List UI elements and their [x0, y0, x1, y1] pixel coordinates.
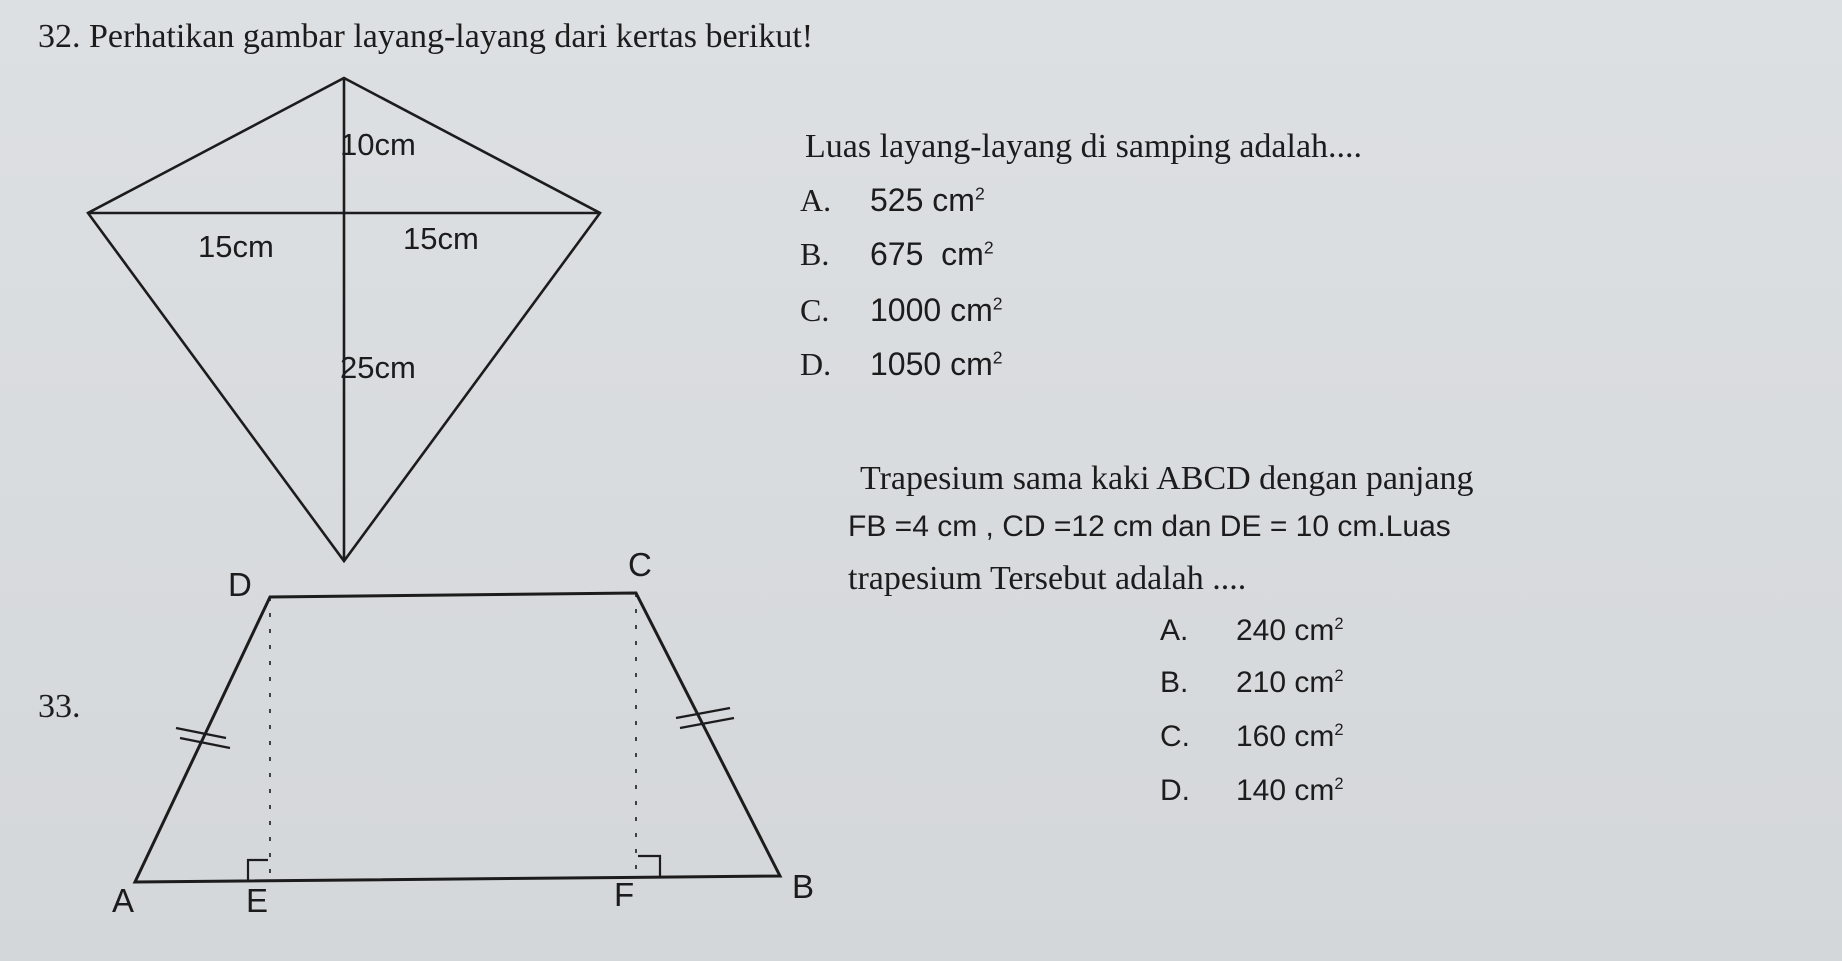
q33-text-line3: trapesium Tersebut adalah ....: [848, 560, 1247, 597]
trapezoid-label-D: D: [228, 566, 252, 603]
q33-option-c[interactable]: [1160, 720, 1344, 754]
kite-label-right: 15cm: [403, 221, 479, 256]
q33-option-b[interactable]: [1160, 666, 1344, 700]
trapezoid-label-A: A: [112, 882, 135, 919]
q33-option-a-letter: A.: [1160, 614, 1189, 647]
q32-option-d-value: 1050 $cm^2$: [870, 346, 1003, 382]
q32-option-b-value: 675 $cm^2$: [870, 236, 994, 272]
trapezoid-label-E: E: [246, 882, 269, 919]
q32-title-text: Perhatikan gambar layang-layang dari kertas berikut!: [89, 18, 814, 55]
trapezoid-outline: [135, 593, 780, 882]
right-angle-mark-E: [248, 860, 268, 880]
q33-option-b-letter: B.: [1160, 666, 1189, 699]
q32-number: 32.: [38, 18, 81, 55]
trapezoid-label-F: F: [614, 876, 635, 913]
trapezoid-figure: [135, 593, 780, 882]
q33-option-b-value: 210 $cm^2$: [1236, 666, 1344, 699]
q33-option-d-letter: D.: [1160, 774, 1190, 807]
kite-label-bottom: 25cm: [340, 350, 416, 385]
q32-option-b[interactable]: [800, 236, 994, 273]
trapezoid-label-B: B: [792, 868, 815, 905]
q32-question: Luas layang-layang di samping adalah....: [805, 128, 1363, 165]
q33-number: 33.: [38, 688, 81, 725]
right-angle-mark-F: [638, 856, 660, 878]
q32-option-d-letter: D.: [800, 346, 832, 382]
trapezoid-label-C: C: [628, 546, 652, 583]
q33-option-c-value: 160 $cm^2$: [1236, 720, 1344, 753]
q32-option-a[interactable]: [800, 182, 985, 219]
kite-label-left: 15cm: [198, 229, 274, 264]
kite-label-top: 10cm: [340, 127, 416, 162]
q33-option-d-value: 140 $cm^2$: [1236, 774, 1344, 807]
tick-marks-BC: [676, 708, 734, 728]
q33-text-line2: FB =4 cm , CD =12 cm dan DE = 10 cm.Luas: [848, 510, 1451, 543]
q33-option-d[interactable]: [1160, 774, 1344, 808]
q32-option-a-value: 525 $cm^2$: [870, 182, 985, 218]
q33-option-a-value: 240 $cm^2$: [1236, 614, 1344, 647]
q32-option-c[interactable]: [800, 292, 1003, 329]
q33-option-c-letter: C.: [1160, 720, 1190, 753]
q33-option-a[interactable]: [1160, 614, 1344, 648]
q32-option-c-value: 1000 $cm^2$: [870, 292, 1003, 328]
q32-option-d[interactable]: [800, 346, 1003, 383]
q32-option-b-letter: B.: [800, 236, 830, 272]
q32-option-a-letter: A.: [800, 182, 832, 218]
q32-option-c-letter: C.: [800, 292, 830, 328]
q33-text-line1: Trapesium sama kaki ABCD dengan panjang: [860, 460, 1474, 497]
